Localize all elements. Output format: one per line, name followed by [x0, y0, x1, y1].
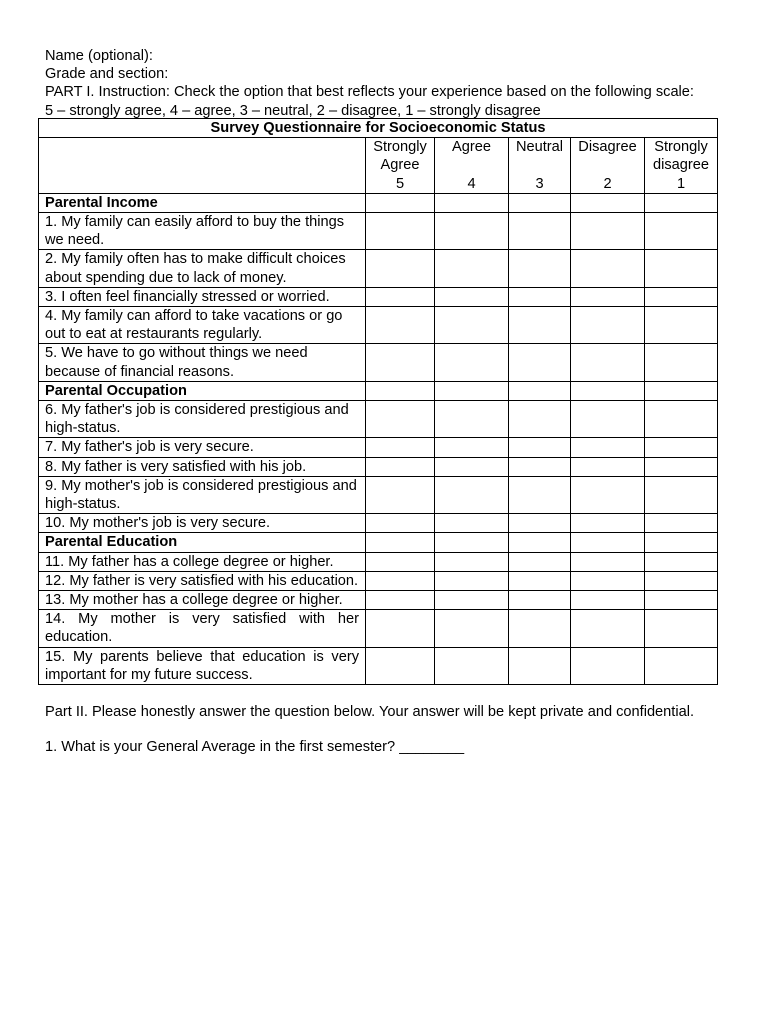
rating-cell[interactable]	[435, 476, 509, 513]
rating-cell[interactable]	[435, 213, 509, 250]
part1-instruction: PART I. Instruction: Check the option that best reflects your experience based on the following scale:	[45, 84, 694, 101]
question-text: 2. My family often has to make difficult choices about spending due to lack of money.	[39, 250, 366, 287]
column-strongly-agree	[366, 138, 435, 194]
rating-scale-legend: 5 – strongly agree, 4 – agree, 3 – neutral, 2 – disagree, 1 – strongly disagree	[45, 102, 541, 119]
column-label: Strongly disagree	[653, 139, 709, 174]
table-title-row	[39, 119, 718, 138]
column-value: 1	[676, 175, 686, 192]
rating-cell[interactable]	[366, 250, 435, 287]
column-strongly-disagree	[645, 138, 718, 194]
column-agree	[435, 138, 509, 194]
rating-cell[interactable]	[645, 571, 718, 590]
rating-cell[interactable]	[509, 514, 571, 533]
table-row	[39, 476, 718, 513]
rating-cell[interactable]	[509, 552, 571, 571]
section-blank-cell	[509, 381, 571, 400]
question-text: 6. My father's job is considered prestigious and high-status.	[39, 401, 366, 438]
section-row	[39, 533, 718, 552]
section-blank-cell	[366, 193, 435, 212]
rating-cell[interactable]	[645, 213, 718, 250]
question-text: 13. My mother has a college degree or higher.	[39, 591, 366, 610]
table-row	[39, 514, 718, 533]
rating-cell[interactable]	[571, 610, 645, 647]
question-text: 7. My father's job is very secure.	[39, 438, 366, 457]
rating-cell[interactable]	[366, 287, 435, 306]
section-blank-cell	[509, 533, 571, 552]
rating-cell[interactable]	[509, 457, 571, 476]
rating-cell[interactable]	[645, 476, 718, 513]
rating-cell[interactable]	[509, 344, 571, 381]
section-row	[39, 381, 718, 400]
rating-cell[interactable]	[571, 307, 645, 344]
rating-cell[interactable]	[435, 457, 509, 476]
rating-cell[interactable]	[435, 591, 509, 610]
section-title: Parental Occupation	[39, 381, 366, 400]
rating-cell[interactable]	[435, 647, 509, 684]
rating-cell[interactable]	[435, 552, 509, 571]
rating-cell[interactable]	[571, 552, 645, 571]
column-value: 4	[467, 175, 476, 192]
table-row	[39, 287, 718, 306]
form-header	[45, 47, 745, 120]
table-row	[39, 307, 718, 344]
question-text: 1. My family can easily afford to buy the things we need.	[39, 213, 366, 250]
question-text: 12. My father is very satisfied with his education.	[39, 571, 366, 590]
rating-cell[interactable]	[435, 344, 509, 381]
rating-cell[interactable]	[435, 287, 509, 306]
rating-cell[interactable]	[645, 287, 718, 306]
table-row	[39, 552, 718, 571]
rating-cell[interactable]	[366, 307, 435, 344]
question-column-header	[39, 138, 366, 194]
rating-cell[interactable]	[366, 591, 435, 610]
rating-cell[interactable]	[366, 610, 435, 647]
rating-cell[interactable]	[366, 401, 435, 438]
rating-cell[interactable]	[509, 307, 571, 344]
question-text: 3. I often feel financially stressed or worried.	[39, 287, 366, 306]
column-disagree	[571, 138, 645, 194]
section-blank-cell	[435, 193, 509, 212]
rating-cell[interactable]	[435, 401, 509, 438]
rating-cell[interactable]	[435, 610, 509, 647]
name-field-label: Name (optional):	[45, 48, 153, 64]
rating-cell[interactable]	[645, 647, 718, 684]
question-text: 9. My mother's job is considered prestigious and high-status.	[39, 476, 366, 513]
rating-cell[interactable]	[509, 213, 571, 250]
question-text: 14. My mother is very satisfied with her education.	[39, 610, 366, 647]
rating-cell[interactable]	[571, 476, 645, 513]
general-average-question: 1. What is your General Average in the first semester? ________	[45, 739, 465, 755]
table-row	[39, 647, 718, 684]
table-row	[39, 591, 718, 610]
rating-cell[interactable]	[645, 591, 718, 610]
rating-cell[interactable]	[366, 571, 435, 590]
rating-cell[interactable]	[645, 552, 718, 571]
table-row	[39, 438, 718, 457]
column-value: 3	[535, 175, 544, 192]
grade-section-label: Grade and section:	[45, 66, 169, 83]
rating-cell[interactable]	[366, 457, 435, 476]
rating-cell[interactable]	[435, 514, 509, 533]
part2-instruction: Part II. Please honestly answer the question below. Your answer will be kept private and confidential.	[45, 704, 695, 720]
section-blank-cell	[645, 381, 718, 400]
rating-cell[interactable]	[645, 344, 718, 381]
question-text: 8. My father is very satisfied with his job.	[39, 457, 366, 476]
rating-cell[interactable]	[366, 213, 435, 250]
rating-cell[interactable]	[366, 514, 435, 533]
survey-table	[38, 118, 718, 685]
rating-cell[interactable]	[509, 287, 571, 306]
section-blank-cell	[366, 533, 435, 552]
column-label: Strongly Agree	[373, 139, 427, 174]
section-blank-cell	[509, 193, 571, 212]
rating-cell[interactable]	[509, 476, 571, 513]
rating-cell[interactable]	[509, 401, 571, 438]
rating-cell[interactable]	[571, 438, 645, 457]
rating-cell[interactable]	[571, 514, 645, 533]
section-blank-cell	[645, 533, 718, 552]
section-row	[39, 193, 718, 212]
question-text: 10. My mother's job is very secure.	[39, 514, 366, 533]
rating-cell[interactable]	[509, 591, 571, 610]
column-header-row	[39, 138, 718, 194]
rating-cell[interactable]	[366, 344, 435, 381]
rating-cell[interactable]	[435, 571, 509, 590]
rating-cell[interactable]	[509, 647, 571, 684]
column-value: 5	[395, 175, 405, 192]
rating-cell[interactable]	[571, 457, 645, 476]
section-blank-cell	[571, 193, 645, 212]
rating-cell[interactable]	[645, 438, 718, 457]
table-row	[39, 344, 718, 381]
table-title: Survey Questionnaire for Socioeconomic Status	[39, 119, 718, 138]
rating-cell[interactable]	[509, 610, 571, 647]
question-text: 5. We have to go without things we need because of financial reasons.	[39, 344, 366, 381]
table-row	[39, 457, 718, 476]
rating-cell[interactable]	[571, 213, 645, 250]
section-title: Parental Education	[39, 533, 366, 552]
column-label: Disagree	[578, 139, 637, 156]
table-row	[39, 401, 718, 438]
rating-cell[interactable]	[366, 438, 435, 457]
column-value: 2	[603, 175, 612, 192]
column-label: Neutral	[515, 139, 564, 156]
section-blank-cell	[366, 381, 435, 400]
rating-cell[interactable]	[366, 647, 435, 684]
rating-cell[interactable]	[645, 514, 718, 533]
rating-cell[interactable]	[366, 552, 435, 571]
rating-cell[interactable]	[571, 344, 645, 381]
section-blank-cell	[571, 381, 645, 400]
question-text: 4. My family can afford to take vacations or go out to eat at restaurants regularly.	[39, 307, 366, 344]
rating-cell[interactable]	[435, 307, 509, 344]
rating-cell[interactable]	[435, 438, 509, 457]
section-blank-cell	[571, 533, 645, 552]
rating-cell[interactable]	[645, 610, 718, 647]
rating-cell[interactable]	[571, 250, 645, 287]
rating-cell[interactable]	[509, 250, 571, 287]
table-row	[39, 250, 718, 287]
section-title: Parental Income	[39, 193, 366, 212]
question-text: 15. My parents believe that education is very important for my future success.	[39, 647, 366, 684]
section-blank-cell	[645, 193, 718, 212]
table-row	[39, 610, 718, 647]
table-row	[39, 213, 718, 250]
rating-cell[interactable]	[571, 647, 645, 684]
rating-cell[interactable]	[645, 401, 718, 438]
rating-cell[interactable]	[435, 250, 509, 287]
column-label: Agree	[452, 139, 491, 156]
column-neutral	[509, 138, 571, 194]
section-blank-cell	[435, 381, 509, 400]
rating-cell[interactable]	[571, 401, 645, 438]
section-blank-cell	[435, 533, 509, 552]
rating-cell[interactable]	[366, 476, 435, 513]
rating-cell[interactable]	[571, 591, 645, 610]
rating-cell[interactable]	[571, 287, 645, 306]
rating-cell[interactable]	[645, 457, 718, 476]
table-row	[39, 571, 718, 590]
rating-cell[interactable]	[645, 307, 718, 344]
rating-cell[interactable]	[509, 571, 571, 590]
rating-cell[interactable]	[645, 250, 718, 287]
rating-cell[interactable]	[571, 571, 645, 590]
question-text: 11. My father has a college degree or higher.	[39, 552, 366, 571]
rating-cell[interactable]	[509, 438, 571, 457]
